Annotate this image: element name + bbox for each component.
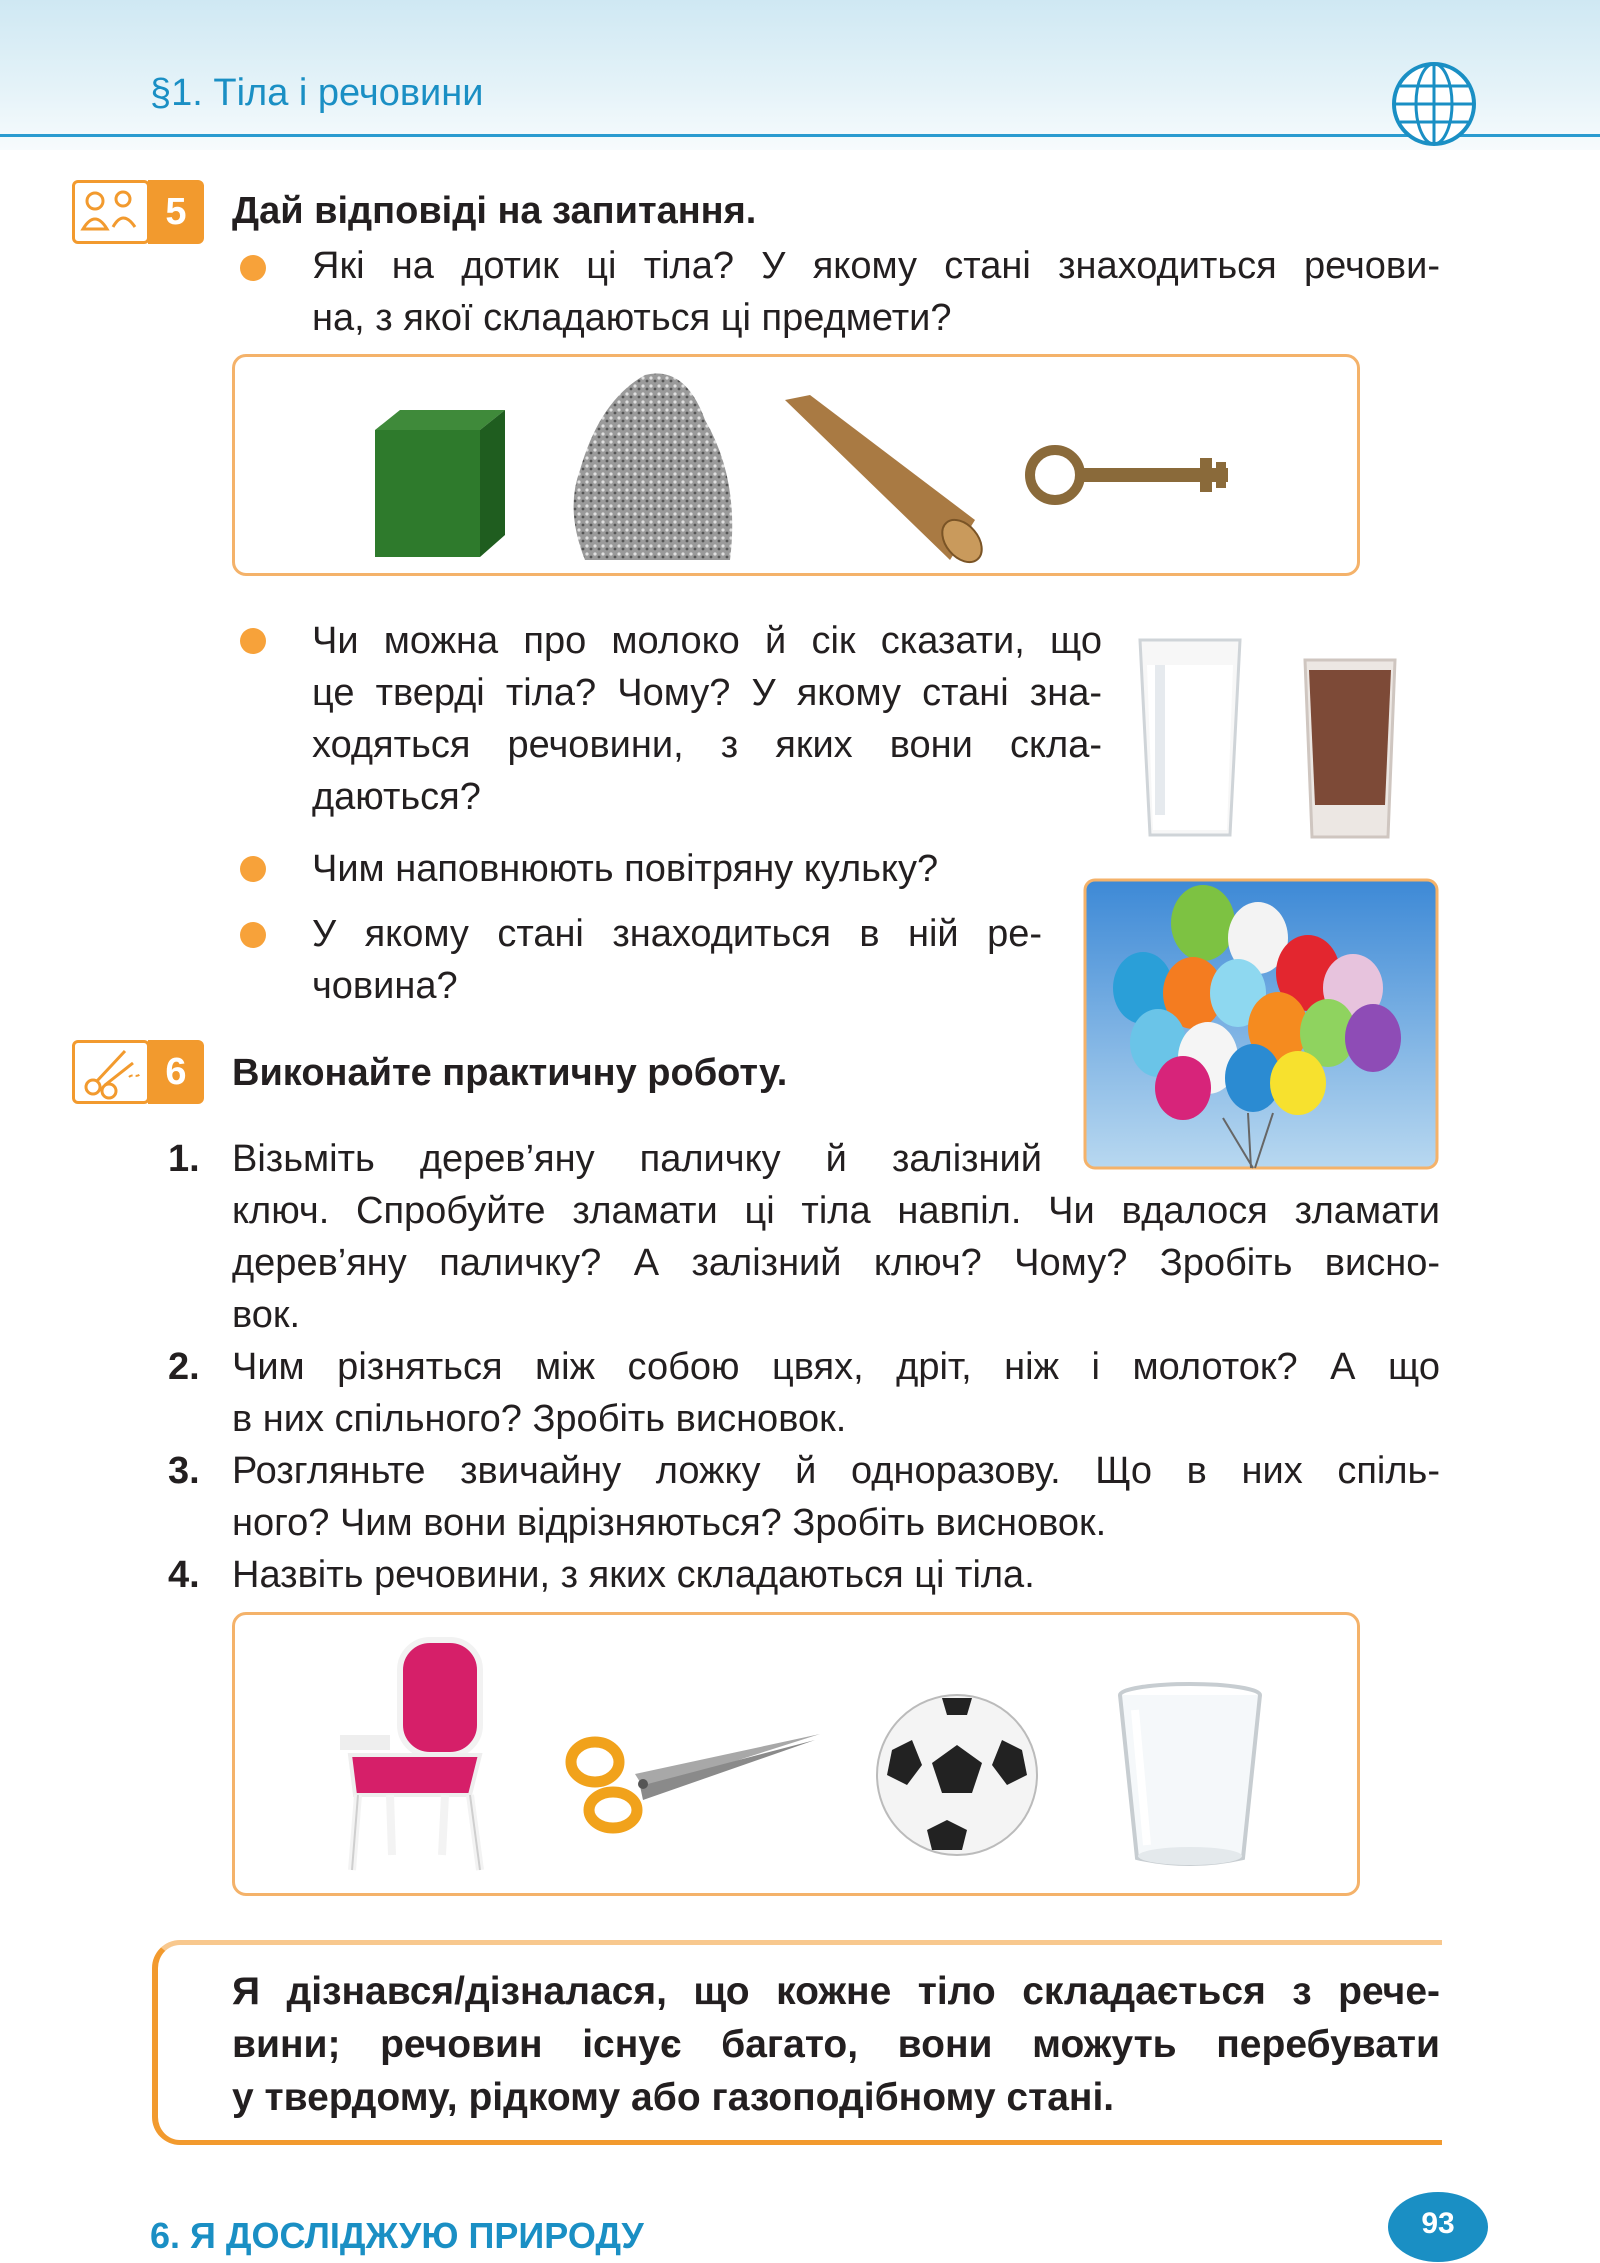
balloons-image [1083,878,1439,1170]
text-line: вини; речовин існує багато, вони можуть перебувати [232,2023,1440,2066]
item-number: 2. [168,1346,200,1388]
text-line: Назвіть речовини, з яких складаються ці тіла. [232,1554,1035,1596]
stone-image [545,360,755,570]
text-line: в них спільного? Зробіть висновок. [232,1398,847,1440]
globe-icon [1390,60,1478,148]
text-line: Які на дотик ці тіла? У якому стані знаходиться речови- [312,245,1440,287]
text-line: Візьміть дерев’яну паличку й залізний [232,1138,1042,1180]
summary-text [232,1965,1440,2124]
section-title: §1. Тіла і речовини [150,72,484,114]
juice-glass-image [1300,655,1400,845]
item-number: 4. [168,1554,200,1596]
text-line: ного? Чим вони відрізняються? Зробіть висновок. [232,1502,1107,1544]
footer-section-title: 6. Я ДОСЛІДЖУЮ ПРИРОДУ [150,2215,644,2256]
key-image [1020,440,1240,510]
milk-glass-image [1135,635,1245,845]
text-line: ключ. Спробуйте зламати ці тіла навпіл. Чи вдалося зламати [232,1190,1440,1232]
wooden-stick-image [780,395,990,570]
text-line: вок. [232,1294,301,1336]
text-line: дерев’яну паличку? А залізний ключ? Чому? Зробіть висно- [232,1242,1440,1284]
text-line: на, з якої складаються ці предмети? [312,297,952,339]
text-line: Розгляньте звичайну ложку й одноразову. Що в них спіль- [232,1450,1440,1492]
text-line: човина? [312,965,458,1007]
text-line: ходяться речовини, з яких вони скла- [312,724,1102,766]
page-number: 93 [1388,2192,1488,2262]
task5-heading: Дай відповіді на запитання. [232,190,757,232]
drinking-glass-image [1115,1680,1265,1870]
header-divider [0,134,1600,137]
bullet [240,922,266,948]
scissors-icon [72,1040,150,1104]
item-number: 3. [168,1450,200,1492]
task-number-badge: 5 [148,180,204,244]
text-line: у твердому, рідкому або газоподібному стані. [232,2076,1115,2119]
soccer-ball-image [872,1690,1042,1860]
text-line: Я дізнався/дізналася, що кожне тіло складається з рече- [232,1970,1440,2013]
text-line: У якому стані знаходиться в ній ре- [312,913,1042,955]
bullet [240,255,266,281]
task6-item-2 [232,1341,1440,1445]
item-number: 1. [168,1138,200,1180]
discussion-icon [72,180,150,244]
task6-item-4 [232,1549,1440,1601]
task5-question-1 [312,240,1440,344]
task6-item-3 [232,1445,1440,1549]
task5-question-4 [312,908,1042,1012]
text-line: даються? [312,776,481,818]
task6-item-1 [232,1133,1440,1341]
bullet [240,856,266,882]
text-line: це тверді тіла? Чому? У якому стані зна- [312,672,1102,714]
chair-image [330,1635,500,1875]
green-cube-image [355,405,515,565]
scissors-image [565,1722,825,1837]
task-number-badge: 6 [148,1040,204,1104]
task5-question-2 [312,615,1102,823]
text-line: Чи можна про молоко й сік сказати, що [312,620,1102,662]
task6-heading: Виконайте практичну роботу. [232,1052,788,1094]
task5-question-3: Чим наповнюють повітряну кульку? [312,848,939,890]
text-line: Чим різняться між собою цвях, дріт, ніж і молоток? А що [232,1346,1440,1388]
bullet [240,628,266,654]
